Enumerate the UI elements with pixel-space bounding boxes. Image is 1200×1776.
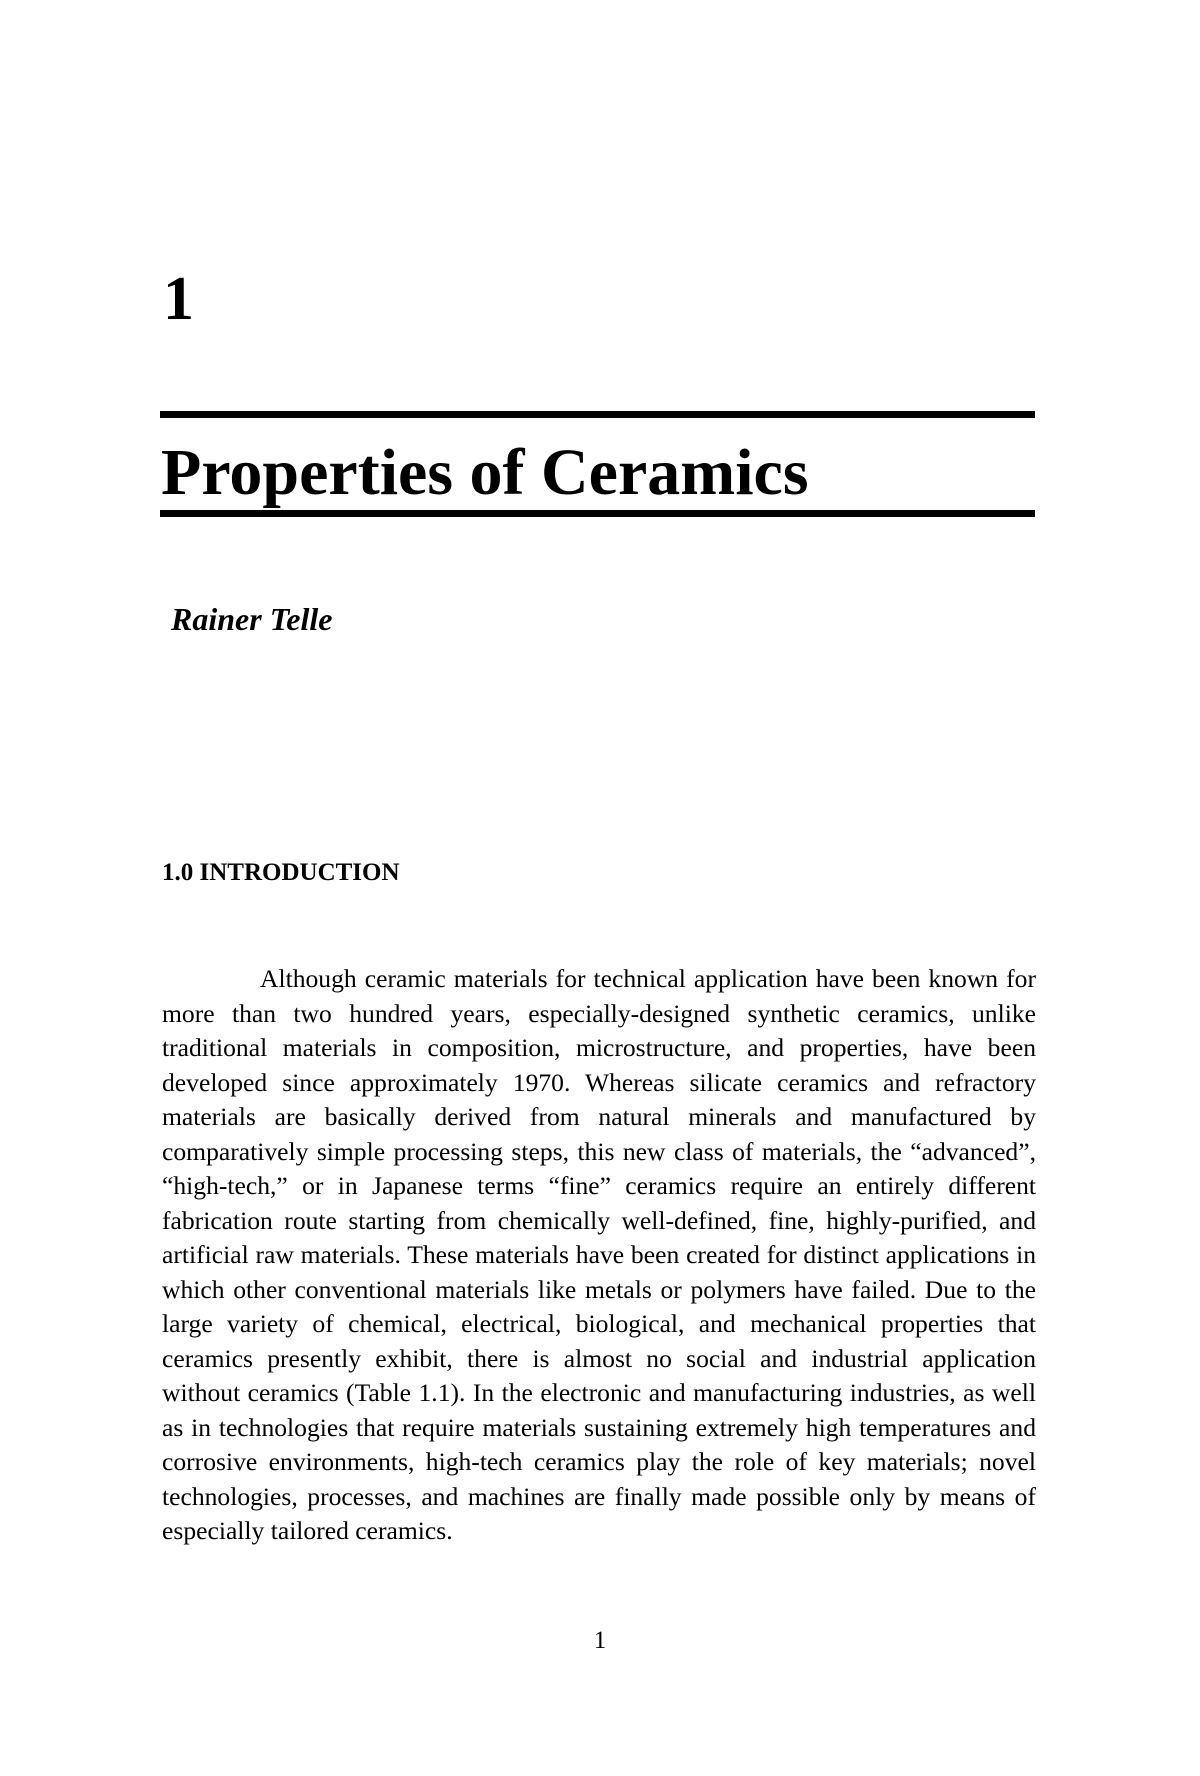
chapter-number: 1 [163,265,194,333]
title-rule-bottom [160,510,1035,517]
chapter-author: Rainer Telle [171,601,333,637]
title-rule-top [160,411,1035,418]
page-number: 1 [593,1627,607,1654]
introduction-paragraph: Although ceramic materials for technical application have been known for more than two hundred years, especially-designed synthetic ceramics, unlike traditional materials in composition, microstructure, and properties, have been developed since approximately 1970. Whereas silicate ceramics and refractory materials are basically derived from natural minerals and manufactured by comparatively simple processing steps, this new class of materials, the “advanced”, “high-tech,” or in Japanese terms “fine” ceramics require an entirely different fabrication route starting from chemically well-defined, fine, highly-purified, and artificial raw materials. These materials have been created for distinct applications in which other conventional materials like metals or polymers have failed. Due to the large variety of chemical, electrical, biological, and mechanical properties that ceramics presently exhibit, there is almost no social and industrial application without ceramics (Table 1.1). In the electronic and manufacturing industries, as well as in technologies that require materials sustaining extremely high temperatures and corrosive environments, high-tech ceramics play the role of key materials; novel technologies, processes, and machines are finally made possible only by means of especially tailored ceramics. [162,964,1036,1545]
chapter-title: Properties of Ceramics [161,436,809,509]
section-heading: 1.0 INTRODUCTION [162,859,400,886]
